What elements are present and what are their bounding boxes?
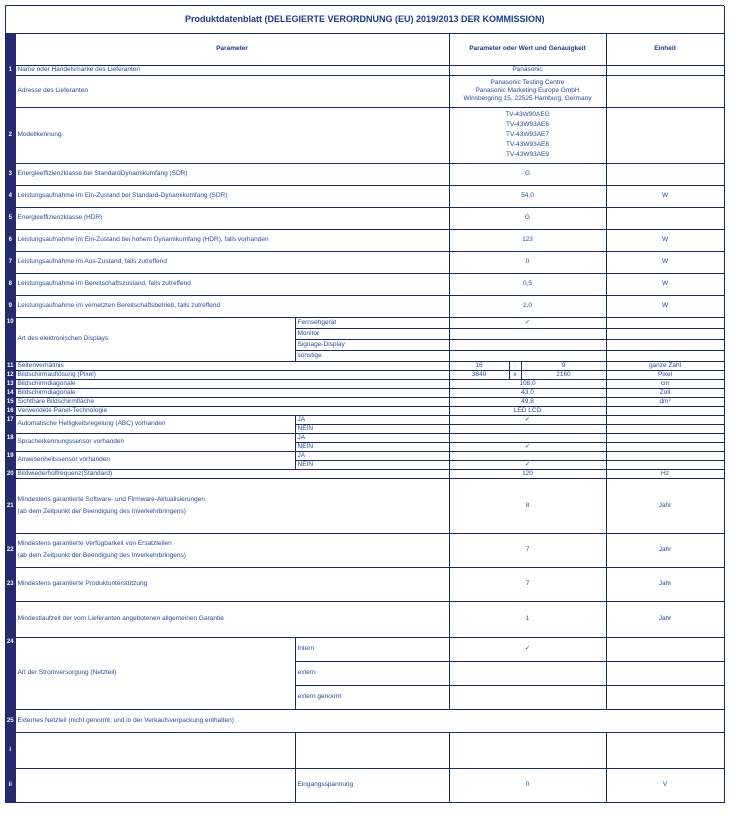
row-value: G [449,163,606,185]
row-unit: W [606,229,724,251]
row-label: Leistungsaufnahme im Ein-Zustand bei Standard-Dynamikumfang (SDR) [15,185,449,207]
row-unit: Pixel [606,370,724,379]
row-number: 13 [6,380,14,387]
resolution-separator: x [509,370,521,379]
label-line: (ab dem Zeitpunkt der Beendigung des Inverkehrbringens) [17,552,186,559]
row-number: 15 [6,398,14,405]
table-row [6,107,724,163]
row-value [449,339,606,350]
row-unit [606,350,724,361]
model-list [449,107,606,163]
label-line: Mindestens garantierte Software- und Firmware-Aktualisierungen [17,495,206,503]
row-number: 23 [6,567,15,601]
row-label: Bildschirmdiagonale [15,379,449,388]
row-unit: Jahr [606,478,724,533]
checkmark: ✓ [449,460,606,469]
row-number: 22 [6,533,15,567]
checkmark: ✓ [449,442,606,451]
datasheet-table [6,6,725,803]
table-row [6,732,724,768]
row-label: Art des elektronischen Displays [15,317,295,361]
row-label [15,768,295,802]
row-label: Leistungsaufnahme im vernetzten Bereitschaftsbetrieb, falls zutreffend [15,295,449,317]
row-number: 5 [6,207,15,229]
row-number: i [6,732,15,768]
row-label: Spracherkennungssensor vorhanden [15,433,295,451]
row-value: 43,0 [449,388,606,397]
row-number: ii [6,768,15,802]
model-id: TV-43W93AE8 [506,141,549,148]
row-value: Panasonic [449,65,606,75]
row-unit [606,328,724,339]
row-unit [606,685,724,709]
row-unit: ganze Zahl [606,361,724,370]
row-value: 123 [449,229,606,251]
model-id: TV-43W93AE9 [506,151,549,158]
row-label: Automatische Helligkeitsregelung (ABC) vorhanden [15,415,295,433]
row-unit: W [606,295,724,317]
table-row [6,768,724,802]
row-unit [606,317,724,328]
row-value: 0,5 [449,273,606,295]
row-unit: cm [606,379,724,388]
title-row [6,6,724,33]
row-value [449,451,606,460]
table-row [6,163,724,185]
row-label [15,732,295,768]
row-value: 49,8 [449,397,606,406]
row-number: 19 [6,451,15,469]
ratio-a: 16 [449,361,509,370]
row-unit [606,75,724,107]
row-number: 17 [6,415,15,433]
row-label: Externes Netzteil (nicht genormt, und in der Verkaufsverpackung enthalten) [15,709,724,732]
row-label: Art der Stromversorgung (Netzteil) [15,637,295,709]
power-supply-option: extern genormt [295,685,449,709]
option-yes: JA [295,433,449,442]
table-row [6,273,724,295]
row-value: 2,0 [449,295,606,317]
table-row [6,433,724,442]
display-type-option: Fernsehgerät [295,317,449,328]
row-label: Anwesenheitssensor vorhanden [15,451,295,469]
table-row [6,709,724,732]
page-title: Produktdatenblatt (DELEGIERTE VERORDNUNG (EU) 2019/2013 DER KOMMISSION) [6,6,724,33]
row-number: 11 [7,362,14,369]
option-yes: JA [295,451,449,460]
table-row [6,65,724,75]
row-unit [606,207,724,229]
row-number: 20 [6,470,14,477]
table-row [6,533,724,567]
row-label: Leistungsaufnahme im Aus-Zustand, falls zutreffend [15,251,449,273]
row-number: 7 [6,251,15,273]
row-label: Modellkennung [15,107,449,163]
row-number: 4 [6,185,15,207]
row-label: Seitenverhältnis [15,361,449,370]
model-id: TV-43W90AEG [505,111,550,118]
row-value: 0 [449,768,606,802]
option-no: NEIN [295,460,449,469]
option-no: NEIN [295,442,449,451]
row-number: 14 [6,389,14,396]
table-row [6,207,724,229]
row-number [6,601,15,637]
row-label: Mindestens garantierte Produktunterstützung [15,567,449,601]
header-value: Parameter oder Wert und Genauigkeit [449,33,606,65]
row-unit: Zoll [606,388,724,397]
row-unit [606,424,724,433]
row-unit: W [606,185,724,207]
model-id: TV-43W93AE6 [506,121,549,128]
option-no: NEIN [295,424,449,433]
row-unit: Jahr [606,567,724,601]
model-id: TV-43W93AE7 [506,131,549,138]
row-number: 9 [6,295,15,317]
row-number: 10 [6,317,15,361]
row-value: 54,0 [449,185,606,207]
row-label: Leistungsaufnahme im Ein-Zustand bei hohem Dynamikumfang (HDR), falls vorhanden [15,229,449,251]
row-unit: V [606,768,724,802]
row-sublabel [295,732,449,768]
row-label: Name oder Handelsmarke des Lieferanten [15,65,449,75]
checkmark: ✓ [449,637,606,661]
table-row [6,451,724,460]
row-label: Leistungsaufnahme im Bereitschaftszustand, falls zutreffend [15,273,449,295]
table-row [6,567,724,601]
row-value [449,661,606,685]
table-row [6,229,724,251]
table-row [6,397,724,406]
table-row [6,406,724,415]
address-line: Winsbergring 15, 22525 Hamburg, Germany [463,95,592,102]
row-label: Bildwiederholfrequenz(Standard) [15,469,449,478]
row-unit [606,451,724,460]
resolution-b: 2160 [521,370,606,379]
table-row [6,317,724,328]
row-unit: Hz [606,469,724,478]
table-row [6,75,724,107]
row-number: 1 [6,65,15,75]
table-row [6,361,724,370]
row-number: 24 [6,637,15,709]
row-value: G [449,207,606,229]
row-value [449,732,606,768]
table-row [6,388,724,397]
row-label: Verwendete Panel-Technologie [15,406,449,415]
row-value: 0 [449,251,606,273]
address-value [449,75,606,107]
row-value [449,350,606,361]
header-parameter: Parameter [15,33,449,65]
label-line: (ab dem Zeitpunkt der Beendigung des Inverkehrbringens) [17,507,186,515]
row-label [15,533,449,567]
row-number: 25 [6,709,15,732]
table-row [6,637,724,661]
row-number: 12 [6,371,14,378]
row-unit [606,661,724,685]
row-unit [606,460,724,469]
row-value: 120 [449,469,606,478]
row-unit [606,406,724,415]
ratio-separator: : [509,361,521,370]
table-row [6,601,724,637]
option-yes: JA [295,415,449,424]
row-label: Bildschirmauflösung (Pixel) [15,370,449,379]
row-value: 108,0 [449,379,606,388]
row-label: Energieeffizienzklasse bei StandardDynamikumfang (SDR) [15,163,449,185]
row-value [449,433,606,442]
row-number [6,75,15,107]
row-unit [606,163,724,185]
address-line: Panasonic Marketing Europe GmbH [475,87,580,94]
table-row [6,295,724,317]
row-label: Bildschirmdiagonale [15,388,449,397]
header-row [6,33,724,65]
row-unit: W [606,251,724,273]
table-row [6,379,724,388]
row-unit [606,637,724,661]
row-unit: W [606,273,724,295]
row-value [449,685,606,709]
row-number: 2 [6,107,15,163]
display-type-option: Monitor [295,328,449,339]
row-number [6,33,15,65]
table-row [6,185,724,207]
row-unit [606,65,724,75]
display-type-option: sonstige [295,350,449,361]
row-number: 3 [6,163,15,185]
row-unit: Jahr [606,601,724,637]
row-value: LED LCD [449,406,606,415]
row-unit [606,339,724,350]
address-line: Panasonic Testing Centre [490,79,565,86]
row-sublabel: Eingangsspannung [295,768,449,802]
display-type-option: Signage-Display [295,339,449,350]
row-unit [606,442,724,451]
table-row [6,469,724,478]
row-value: 7 [449,567,606,601]
table-row [6,251,724,273]
row-label [15,478,449,533]
checkmark: ✓ [449,317,606,328]
header-unit: Einheit [606,33,724,65]
row-unit: Jahr [606,533,724,567]
resolution-a: 3840 [449,370,509,379]
ratio-b: 9 [521,361,606,370]
row-unit: dm² [606,397,724,406]
row-number: 6 [6,229,15,251]
row-unit [606,732,724,768]
row-label: Energieeffizienzklasse (HDR) [15,207,449,229]
row-unit [606,415,724,424]
row-value: 7 [449,533,606,567]
row-number: 18 [6,433,15,451]
row-number: 8 [6,273,15,295]
row-value [449,424,606,433]
row-label: Sichtbare Bildschirmfläche [15,397,449,406]
row-number: 16 [6,407,14,414]
table-row [6,478,724,533]
row-label: Adresse des Lieferanten [15,75,449,107]
row-label: Mindestlaufzeit der vom Lieferanten angebotenen allgemeinen Garantie [15,601,449,637]
row-value: 8 [449,478,606,533]
table-row [6,370,724,379]
power-supply-option: Intern [295,637,449,661]
row-unit [606,433,724,442]
row-unit [606,107,724,163]
row-value [449,328,606,339]
checkmark: ✓ [449,415,606,424]
row-number: 21 [6,478,15,533]
label-line: Mindestens garantierte Verfügbarkeit von Ersatzteilen [17,540,172,547]
power-supply-option: extern [295,661,449,685]
product-datasheet [5,5,724,803]
table-row [6,415,724,424]
row-value: 1 [449,601,606,637]
